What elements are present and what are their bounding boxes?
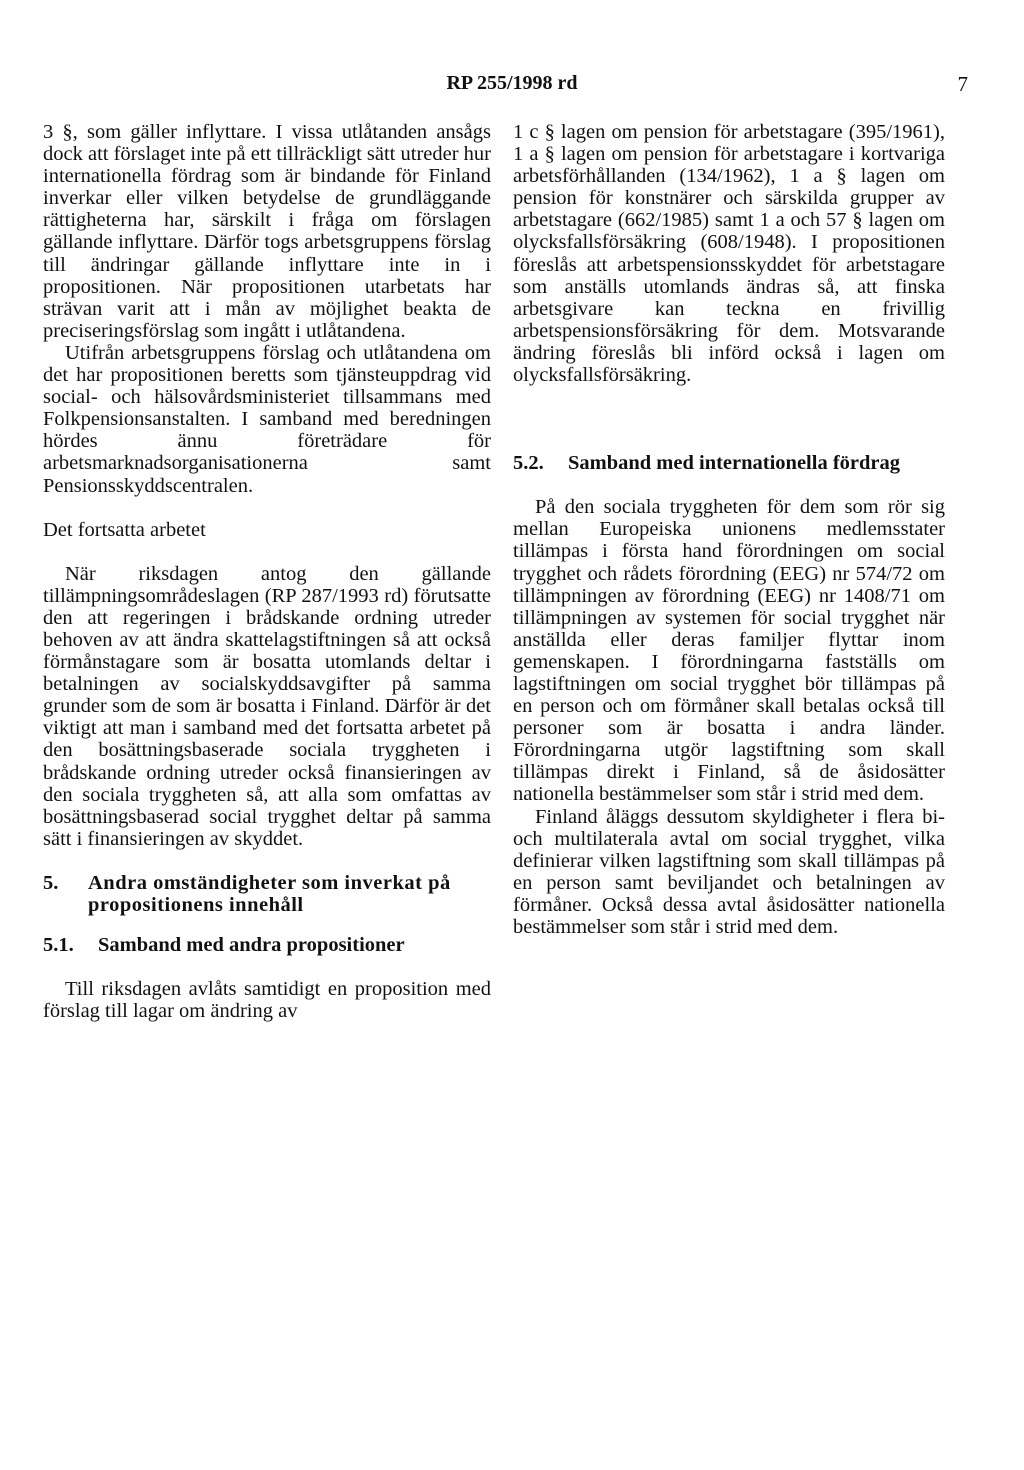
left-column bbox=[43, 121, 491, 1022]
paragraph-other-propositions: Till riksdagen avlåts samtidigt en proposition med förslag till lagar om ändring av bbox=[43, 978, 491, 1023]
paragraph-eu-regulations: På den sociala tryggheten för dem som rör sig mellan Europeiska unionens medlemsstater tillämpas i första hand förordningen om social trygghet och rådets förordning (EEG) nr 574/72 om tillämpningen av förordning (EEG) nr 1408/71 om tillämpningen av systemen för social trygghet när anställda eller deras familjer flyttar inom gemenskapen. I förordningarna fastställs om lagstiftningen om social trygghet bör tillämpas på en person och om förmåner skall betalas också till personer som är bosatta i andra länder. Förordningarna utgör lagstiftning som skall tillämpas direkt i Finland, så de åsidosätter nationella bestämmelser som står i strid med dem. bbox=[513, 496, 945, 806]
paragraph-continued-work: När riksdagen antog den gällande tillämpningsområdeslagen (RP 287/1993 rd) förutsatte den att regeringen i brådskande ordning utreder behoven av att ändra skattelagstiftningen så att också förmånstagare som är bosatta utomlands deltar i betalningen av socialskyddsavgifter på samma grunder som de som är bosatta i Finland. Därför är det viktigt att man i samband med det fortsatta arbetet på den bosättningsbaserade sociala tryggheten i brådskande ordning utreder också finansieringen av den sociala tryggheten så, att alla som omfattas av bosättningsbaserad social trygghet deltar på samma sätt i finansieringen av skyddet. bbox=[43, 562, 491, 850]
right-column bbox=[513, 121, 945, 938]
document-id: RP 255/1998 rd bbox=[446, 72, 578, 94]
section-number: 5.2. bbox=[513, 452, 544, 475]
paragraph-pension-laws: 1 c § lagen om pension för arbetstagare (395/1961), 1 a § lagen om pension för arbetstagare i kortvariga arbetsförhållanden (134/1962), 1 a § lagen om pension för konstnärer och särskilda grupper av arbetstagare (662/1985) samt 1 a och 57 § lagen om olycksfallsförsäkring (608/1948). I propositionen föreslås att arbetspensionsskyddet för arbetstagare som anställs utomlands ändras så, att finska arbetsgivare kan teckna en frivillig arbetspensionsförsäkring för dem. Motsvarande ändring föreslås bli införd också i lagen om olycksfallsförsäkring. bbox=[513, 121, 945, 387]
page-header bbox=[0, 72, 1024, 102]
section-5-2-heading bbox=[513, 452, 945, 474]
section-title: Samband med andra propositioner bbox=[98, 934, 405, 957]
page-number: 7 bbox=[957, 72, 968, 96]
section-number: 5.1. bbox=[43, 934, 74, 957]
paragraph-bilateral-agreements: Finland åläggs dessutom skyldigheter i flera bi- och multilaterala avtal om social trygghet, vilka definierar vilken lagstiftning som skall tillämpas på en person samt beviljandet och betalningen av förmåner. Också dessa avtal åsidosätter nationella bestämmelser som står i strid med dem. bbox=[513, 805, 945, 938]
section-number: 5. bbox=[43, 871, 59, 894]
section-title: Samband med internationella fördrag bbox=[568, 452, 900, 475]
subheading-continued-work: Det fortsatta arbetet bbox=[43, 518, 206, 541]
section-5-1-heading bbox=[43, 934, 491, 956]
section-title: Andra omständigheter som inverkat på propositionens innehåll bbox=[88, 871, 451, 916]
paragraph-preparation: Utifrån arbetsgruppens förslag och utlåtandena om det har propositionen beretts som tjänsteuppdrag vid social- och hälsovårdsministeriet tillsammans med Folkpensionsanstalten. I samband med beredningen hördes ännu företrädare för arbetsmarknadsorganisationerna samt Pensionsskyddscentralen. bbox=[43, 341, 491, 497]
section-5-heading bbox=[43, 872, 491, 916]
paragraph-statements: 3 §, som gäller inflyttare. I vissa utlåtanden ansågs dock att förslaget inte på ett tillräckligt sätt utreder hur internationella fördrag som är bindande för Finland inverkar eller vilken betydelse de grundläggande rättigheterna har, särskilt i fråga om förslagen gällande inflyttare. Därför togs arbetsgruppens förslag till ändringar gällande inflyttare inte in i propositionen. När propositionen utarbetats har strävan varit att i mån av möjlighet beakta de preciseringsförslag som ingått i utlåtandena. bbox=[43, 121, 491, 342]
